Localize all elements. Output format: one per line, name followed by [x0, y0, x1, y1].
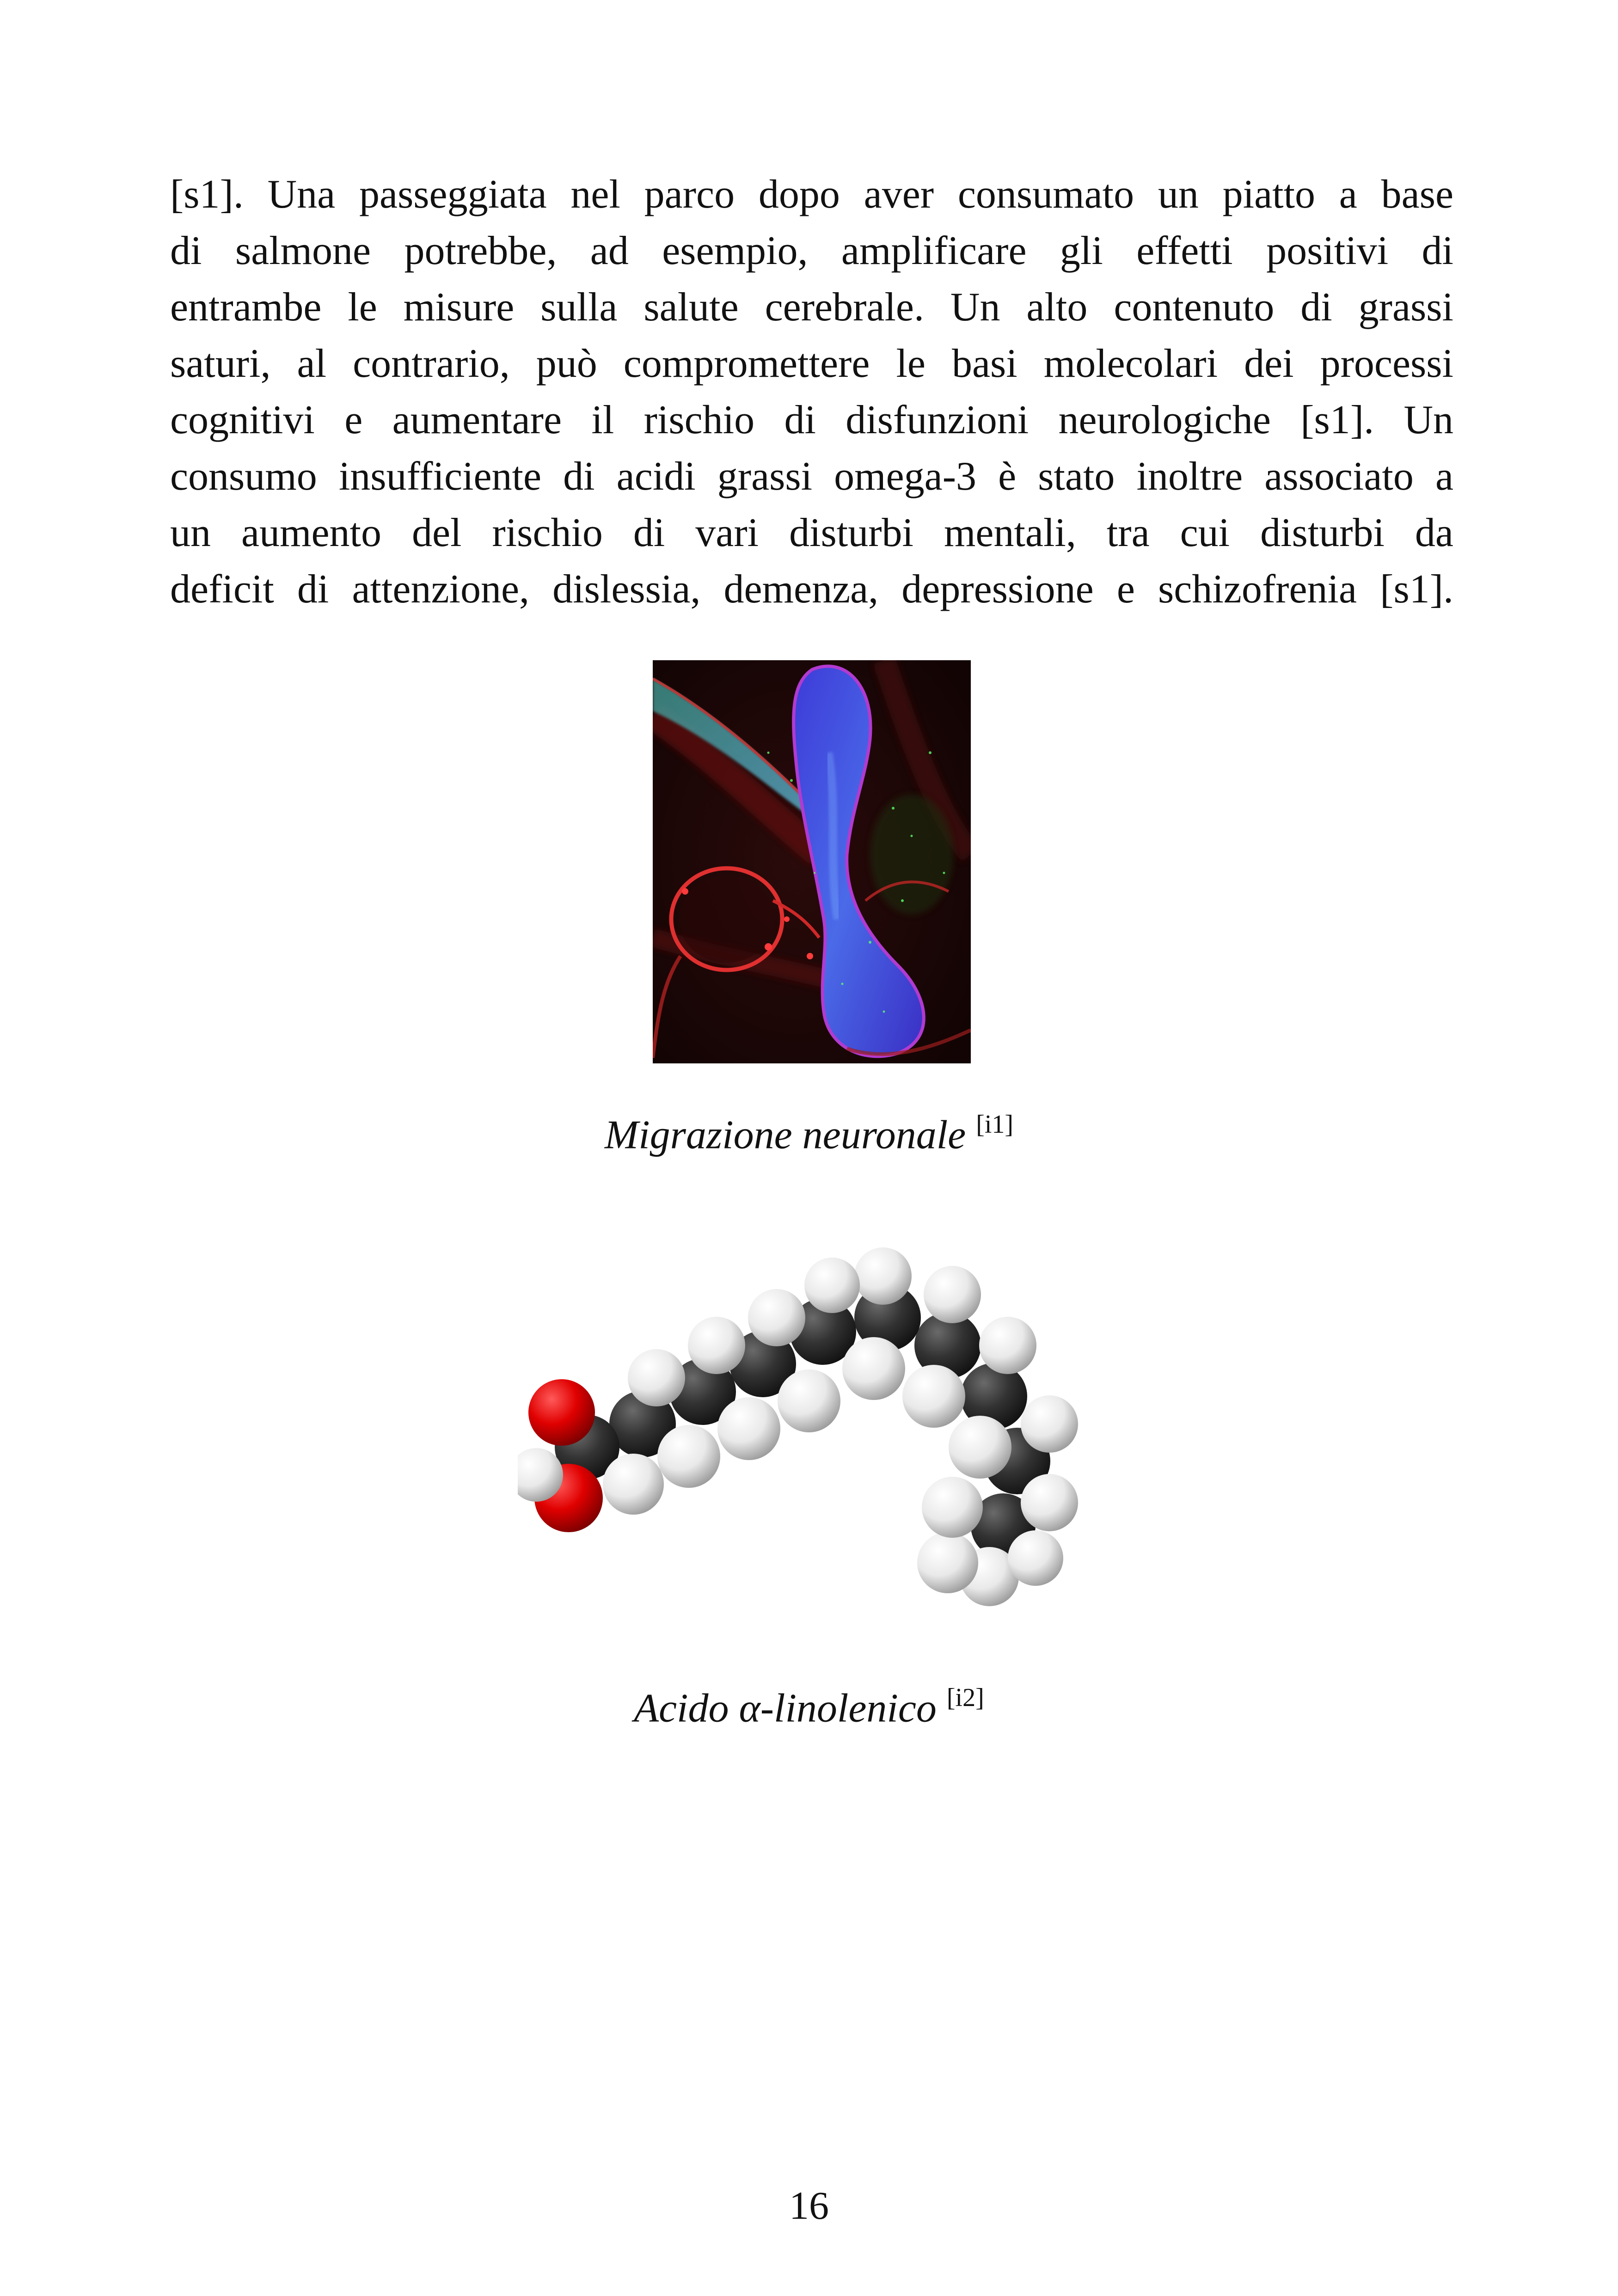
neuronal-migration-image: [653, 660, 971, 1063]
paragraph-line: saturi, al contrario, può compromettere le basi molecolari dei processi: [170, 341, 1453, 386]
page-number: 16: [789, 2183, 829, 2228]
caption-text: Acido α-linolenico: [634, 1686, 937, 1731]
body-paragraph: [170, 166, 1453, 618]
figure-caption-2: [0, 1683, 1618, 1732]
paragraph-line: [s1]. Una passeggiata nel parco dopo aver consumato un piatto a base: [170, 172, 1453, 217]
paragraph-line: cognitivi e aumentare il rischio di disfunzioni neurologiche [s1]. Un: [170, 398, 1453, 442]
caption-text: Migrazione neuronale: [604, 1112, 966, 1158]
caption-reference: [i1]: [976, 1110, 1014, 1139]
alpha-linolenic-acid-model: [518, 1244, 1109, 1627]
paragraph-line: consumo insufficiente di acidi grassi omega-3 è stato inoltre associato a: [170, 454, 1453, 499]
caption-reference: [i2]: [946, 1683, 984, 1712]
paragraph-line: deficit di attenzione, dislessia, demenza, depressione e schizofrenia [s1].: [170, 567, 1453, 612]
paragraph-line: di salmone potrebbe, ad esempio, amplificare gli effetti positivi di: [170, 228, 1453, 273]
paragraph-line: entrambe le misure sulla salute cerebrale. Un alto contenuto di grassi: [170, 285, 1453, 330]
paragraph-line: un aumento del rischio di vari disturbi mentali, tra cui disturbi da: [170, 510, 1453, 555]
figure-caption-1: [0, 1110, 1618, 1159]
